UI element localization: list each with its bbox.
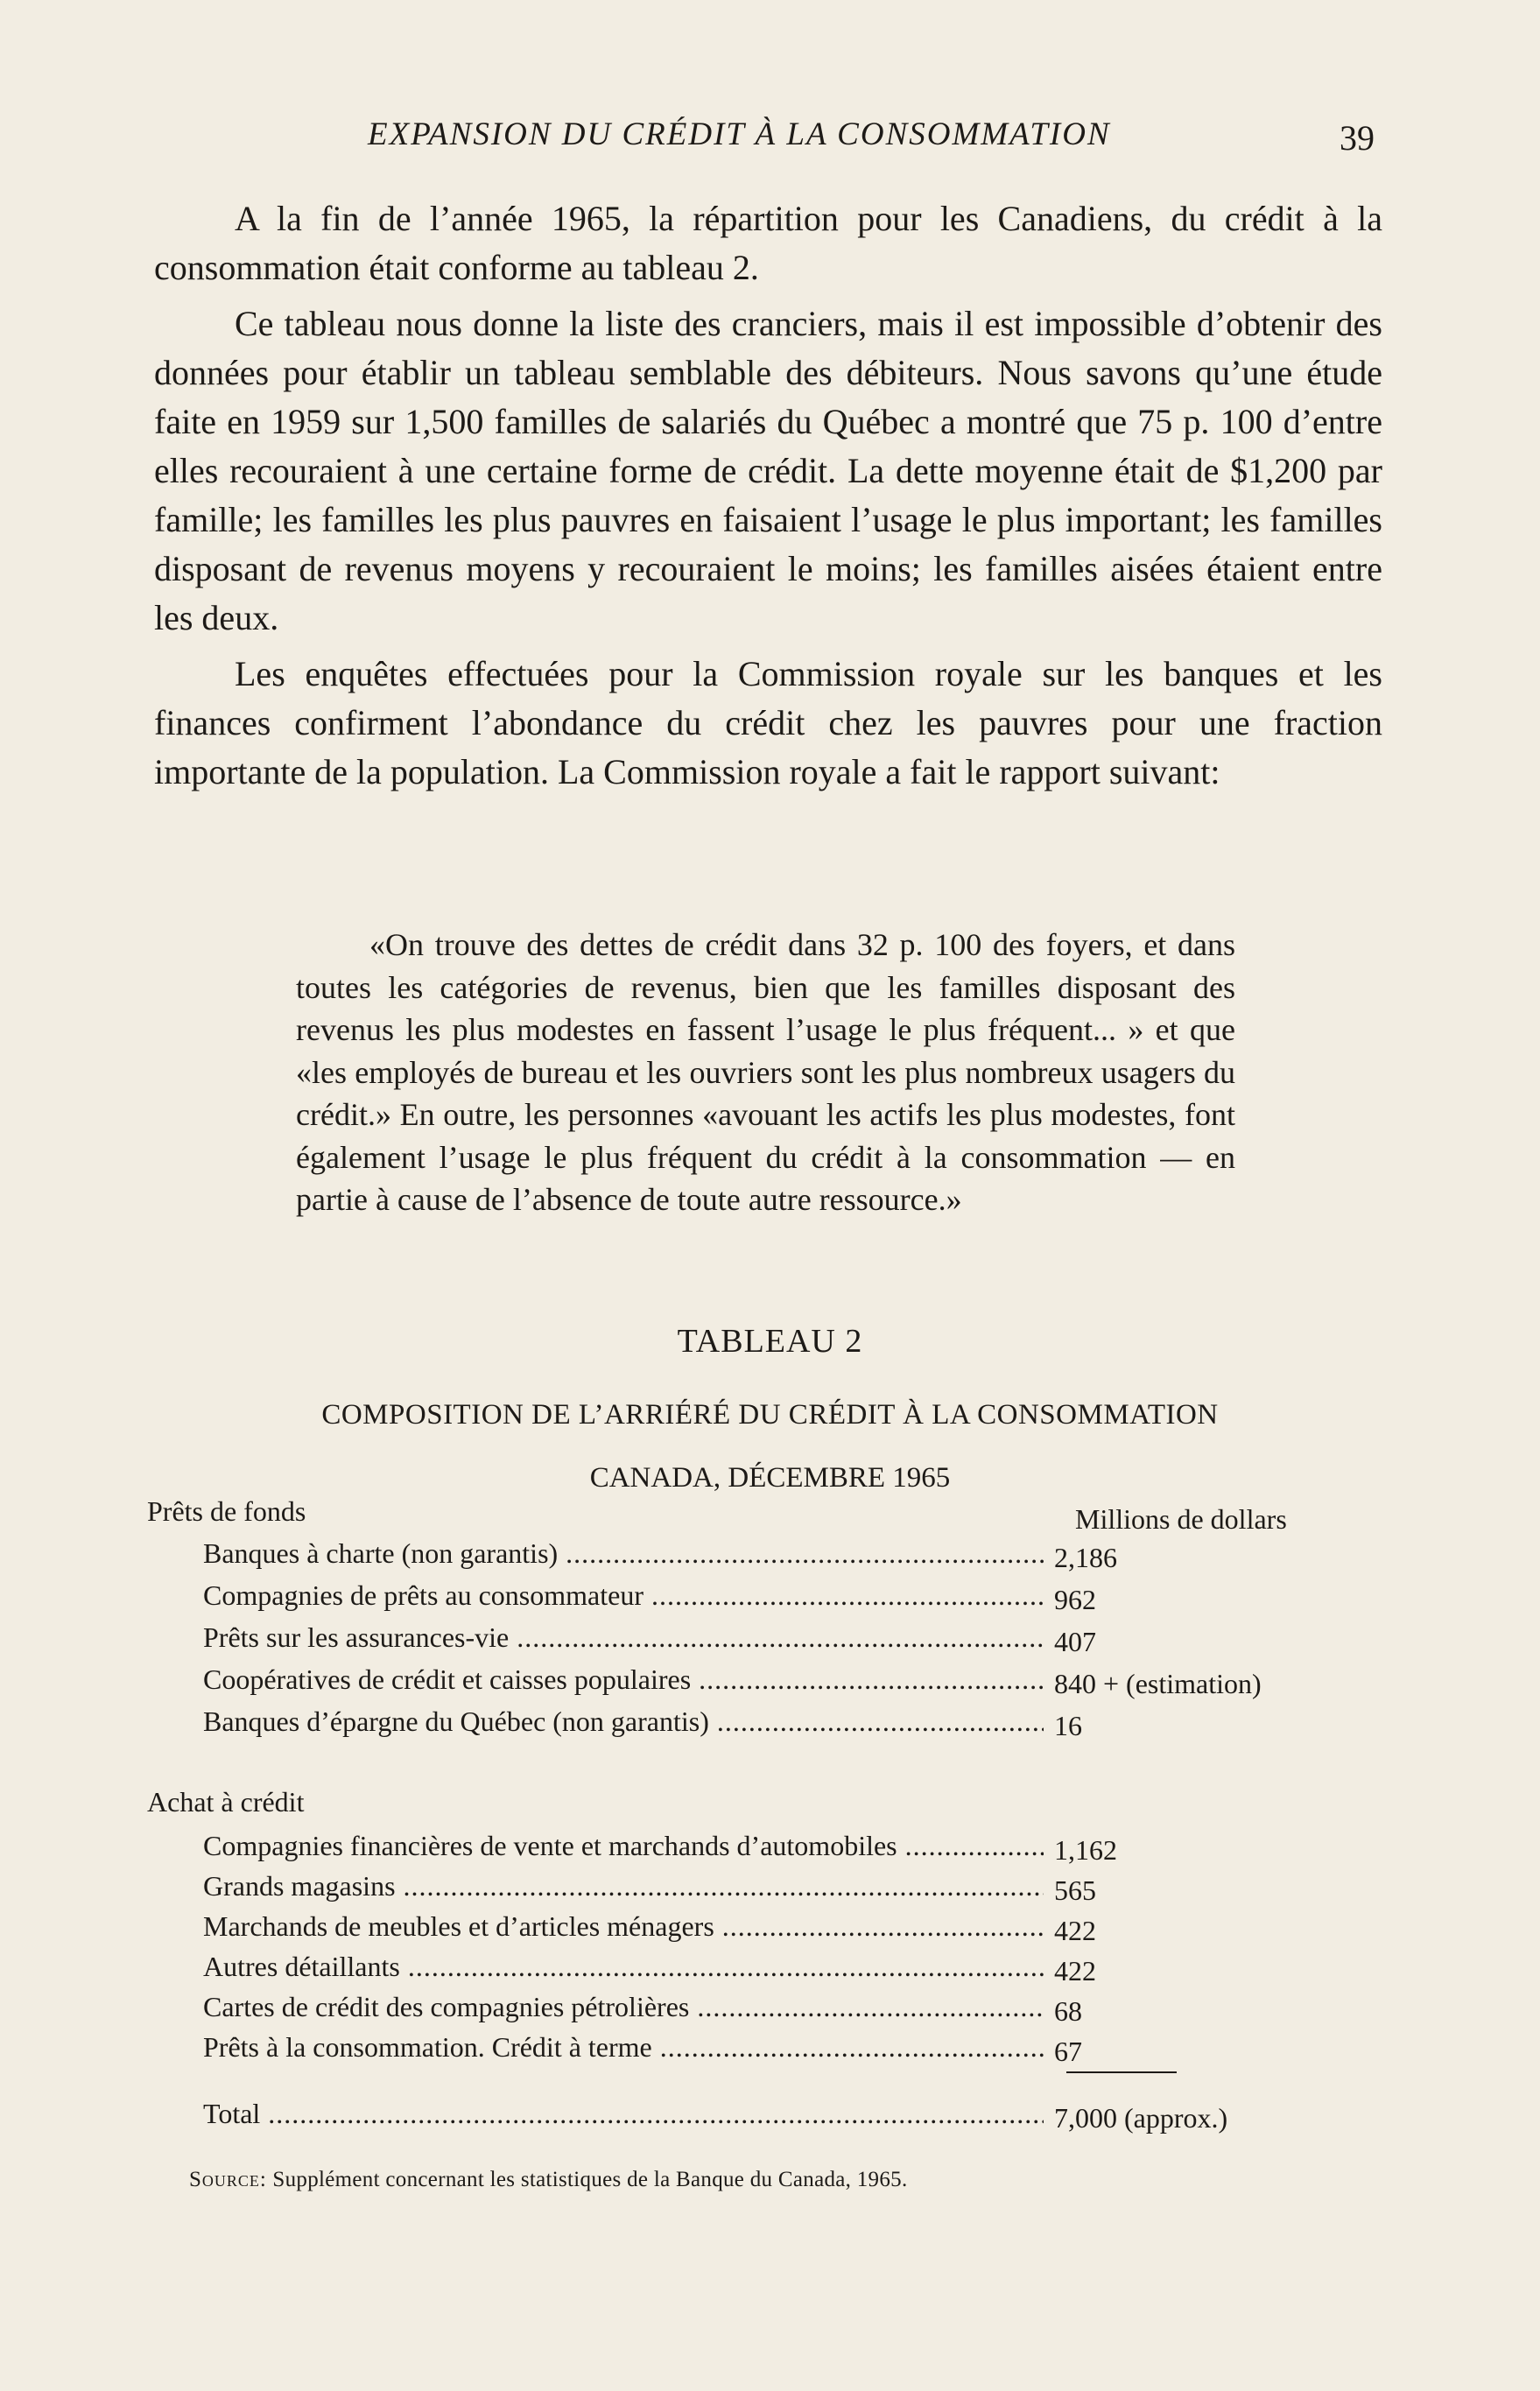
page-header [0,116,1540,168]
row-label: Coopératives de crédit et caisses populaires ..... [203,1663,1044,1696]
paragraph: Ce tableau nous donne la liste des cranciers, mais il est impossible d’obtenir des données pour établir un tableau semblable des débiteurs. Nous savons qu’une étude faite en 1959 sur 1,500 familles de salariés du Québec a montré que 75 p. 100 d’entre elles recouraient à une certaine forme de crédit. La dette moyenne était de $1,200 par famille; les familles les plus pauvres en faisaient l’usage le plus important; les familles disposant de revenus moyens y recouraient le moins; les familles aisées étaient entre les deux. [154,304,1382,637]
total-value: 7,000 (approx.) [1054,2102,1228,2134]
row-label: Marchands de meubles et d’articles ménagers ..... [203,1910,1044,1943]
row-label: Banques à charte (non garantis) ..... [203,1537,1044,1570]
source-note [189,2168,908,2192]
row-value: 962 [1054,1584,1096,1615]
total-rule [1066,2071,1177,2073]
section-heading-achat: Achat à crédit [147,1786,305,1818]
column-heading: Millions de dollars [1075,1503,1287,1535]
running-title: EXPANSION DU CRÉDIT À LA CONSOMMATION [368,116,1111,152]
page-number: 39 [1340,118,1375,158]
table-title: TABLEAU 2 [677,1323,863,1360]
table-subtitle: COMPOSITION DE L’ARRIÉRÉ DU CRÉDIT À LA CONSOMMATION [321,1399,1219,1431]
total-label: Total ..... [203,2098,1044,2130]
row-label: Compagnies de prêts au consommateur ..... [203,1579,1044,1612]
row-label: Autres détaillants ..... [203,1951,1044,1983]
row-value: 16 [1054,1710,1082,1741]
source-text: Supplément concernant les statistiques de la Banque du Canada, 1965. [272,2168,908,2191]
row-label: Cartes de crédit des compagnies pétrolières ..... [203,1991,1044,2023]
row-value: 565 [1054,1874,1096,1906]
row-value: 68 [1054,1995,1082,2027]
row-value: 407 [1054,1626,1096,1657]
section-heading-prets: Prêts de fonds [147,1495,306,1527]
row-value: 840 + (estimation) [1054,1668,1262,1699]
source-label: Source: [189,2168,267,2191]
row-value: 422 [1054,1915,1096,1946]
row-label: Banques d’épargne du Québec (non garantis) ..... [203,1705,1044,1738]
row-value: 2,186 [1054,1542,1117,1573]
row-value: 1,162 [1054,1834,1117,1866]
quote-text: «On trouve des dettes de crédit dans 32 p. 100 des foyers, et dans toutes les catégories de revenus, bien que les familles disposant des revenus les plus modestes en fassent l’usage le plus fréquent... » et que «les employés de bureau et les ouvriers sont les plus nombreux usagers du crédit.» En outre, les personnes «avouant les actifs les plus modestes, font également l’usage le plus fréquent du crédit à la consommation — en partie à cause de l’absence de toute autre ressource.» [296,927,1235,1217]
row-label: Prêts sur les assurances-vie ..... [203,1621,1044,1654]
paragraph: Les enquêtes effectuées pour la Commission royale sur les banques et les finances confirment l’abondance du crédit chez les pauvres pour une fraction importante de la population. La Commission royale a fait le rapport suivant: [154,654,1382,791]
row-label: Grands magasins ..... [203,1870,1044,1902]
row-label: Prêts à la consommation. Crédit à terme ..... [203,2031,1044,2064]
row-value: 67 [1054,2036,1082,2067]
body-text [154,194,1382,804]
row-label: Compagnies financières de vente et marchands d’automobiles ..... [203,1830,1044,1862]
row-value: 422 [1054,1955,1096,1987]
table-place-date: CANADA, DÉCEMBRE 1965 [589,1462,951,1494]
paragraph: A la fin de l’année 1965, la répartition pour les Canadiens, du crédit à la consommation était conforme au tableau 2. [154,199,1382,287]
block-quote [296,924,1235,1221]
